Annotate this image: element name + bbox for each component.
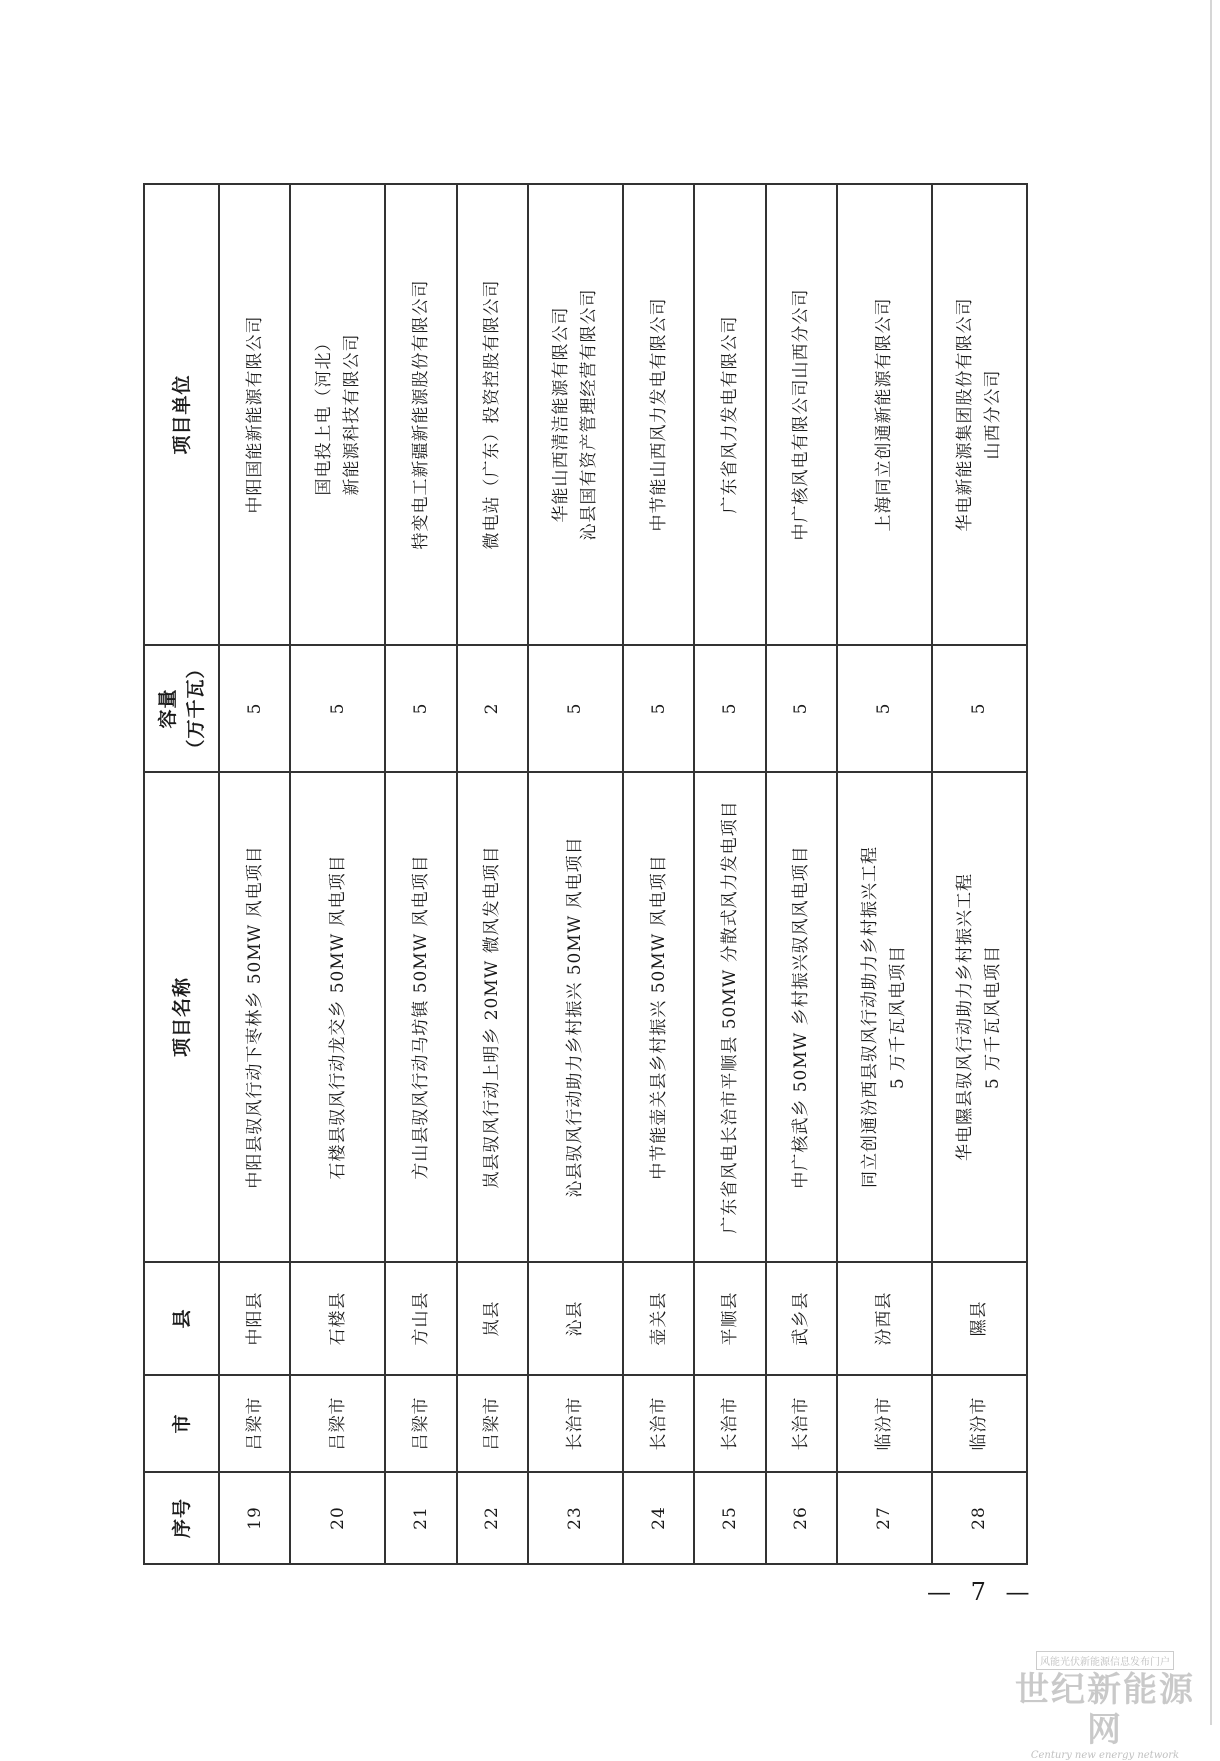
cell-city: 吕梁市 <box>457 1375 528 1472</box>
cell-county: 汾西县 <box>837 1262 932 1375</box>
cell-unit-line: 特变电工新疆新能源股份有限公司 <box>410 279 431 550</box>
cell-capacity: 5 <box>694 645 765 772</box>
cell-county: 壶关县 <box>623 1262 694 1375</box>
cell-no: 24 <box>623 1472 694 1564</box>
cell-name <box>837 772 932 1262</box>
table-row <box>385 184 456 1564</box>
cell-name-line: 中阳县驭风行动下枣林乡 50MW 风电项目 <box>244 845 265 1189</box>
table-row <box>219 184 290 1564</box>
cell-unit <box>528 184 623 645</box>
cell-city: 临汾市 <box>837 1375 932 1472</box>
cell-name <box>385 772 456 1262</box>
table-row <box>932 184 1027 1564</box>
cell-name-line: 5 万千瓦风电项目 <box>983 944 1004 1090</box>
cell-name-line: 石楼县驭风行动龙交乡 50MW 风电项目 <box>327 854 348 1180</box>
cell-city: 吕梁市 <box>219 1375 290 1472</box>
cell-county: 武乡县 <box>766 1262 837 1375</box>
watermark <box>1000 1650 1210 1761</box>
cell-county: 隰县 <box>932 1262 1027 1375</box>
watermark-english: Century new energy network <box>1030 1750 1180 1761</box>
cell-name-line: 华电隰县驭风行动助力乡村振兴工程 <box>955 873 976 1161</box>
cell-capacity: 5 <box>219 645 290 772</box>
cell-unit <box>457 184 528 645</box>
cell-unit <box>290 184 385 645</box>
cell-name-line: 中广核武乡 50MW 乡村振兴驭风风电项目 <box>791 845 812 1189</box>
cell-unit-line: 山西分公司 <box>983 369 1004 460</box>
cell-unit-line: 微电站（广东）投资控股有限公司 <box>482 279 503 550</box>
cell-name-line: 中节能壶关县乡村振兴 50MW 风电项目 <box>648 854 669 1180</box>
cell-city: 吕梁市 <box>290 1375 385 1472</box>
cell-unit <box>385 184 456 645</box>
cell-name-line: 广东省风电长治市平顺县 50MW 分散式风力发电项目 <box>719 800 740 1234</box>
cell-name <box>457 772 528 1262</box>
header-capacity <box>144 645 219 772</box>
cell-no: 20 <box>290 1472 385 1564</box>
cell-no: 22 <box>457 1472 528 1564</box>
cell-city: 长治市 <box>528 1375 623 1472</box>
cell-capacity: 5 <box>528 645 623 772</box>
cell-no: 28 <box>932 1472 1027 1564</box>
rotated-table-container <box>143 185 1028 1565</box>
cell-name-line: 岚县驭风行动上明乡 20MW 微风发电项目 <box>482 845 503 1189</box>
cell-unit-line: 华电新能源集团股份有限公司 <box>955 297 976 532</box>
table-row <box>837 184 932 1564</box>
cell-county: 方山县 <box>385 1262 456 1375</box>
cell-capacity: 5 <box>837 645 932 772</box>
cell-city: 吕梁市 <box>385 1375 456 1472</box>
cell-city: 长治市 <box>694 1375 765 1472</box>
cell-city: 长治市 <box>766 1375 837 1472</box>
header-row <box>144 184 219 1564</box>
watermark-tagline: 风能光伏新能源信息发布门户 <box>1036 1651 1174 1670</box>
cell-name <box>932 772 1027 1262</box>
cell-county: 中阳县 <box>219 1262 290 1375</box>
project-table <box>143 183 1028 1565</box>
cell-unit-line: 中节能山西风力发电有限公司 <box>648 297 669 532</box>
cell-unit-line: 沁县国有资产管理经营有限公司 <box>579 288 600 541</box>
table-row <box>766 184 837 1564</box>
cell-capacity: 2 <box>457 645 528 772</box>
cell-no: 19 <box>219 1472 290 1564</box>
table-row <box>457 184 528 1564</box>
cell-unit <box>694 184 765 645</box>
header-city: 市 <box>144 1375 219 1472</box>
cell-no: 26 <box>766 1472 837 1564</box>
cell-city: 临汾市 <box>932 1375 1027 1472</box>
cell-name <box>290 772 385 1262</box>
cell-unit-line: 中阳国能新能源有限公司 <box>244 315 265 514</box>
cell-name-line: 5 万千瓦风电项目 <box>888 944 909 1090</box>
cell-name-line: 方山县驭风行动马坊镇 50MW 风电项目 <box>410 854 431 1180</box>
cell-name-line: 沁县驭风行动助力乡村振兴 50MW 风电项目 <box>565 836 586 1198</box>
header-county: 县 <box>144 1262 219 1375</box>
cell-unit <box>219 184 290 645</box>
cell-name <box>528 772 623 1262</box>
cell-name <box>694 772 765 1262</box>
table-row <box>290 184 385 1564</box>
cell-no: 25 <box>694 1472 765 1564</box>
cell-name <box>766 772 837 1262</box>
header-unit: 项目单位 <box>144 184 219 645</box>
cell-capacity: 5 <box>385 645 456 772</box>
cell-capacity: 5 <box>766 645 837 772</box>
header-no: 序号 <box>144 1472 219 1564</box>
header-capacity-line1: 容量 <box>156 688 179 729</box>
cell-county: 沁县 <box>528 1262 623 1375</box>
cell-capacity: 5 <box>932 645 1027 772</box>
cell-unit <box>837 184 932 645</box>
watermark-logo-text: 世纪新能源网 <box>1015 1670 1195 1750</box>
cell-name <box>623 772 694 1262</box>
cell-no: 27 <box>837 1472 932 1564</box>
cell-name <box>219 772 290 1262</box>
cell-city: 长治市 <box>623 1375 694 1472</box>
cell-unit <box>623 184 694 645</box>
header-capacity-line2: （万千瓦） <box>184 658 207 759</box>
table-row <box>623 184 694 1564</box>
cell-no: 23 <box>528 1472 623 1564</box>
table-row <box>694 184 765 1564</box>
cell-unit-line: 国电投上电（河北） <box>313 333 334 496</box>
scan-edge <box>1210 0 1212 1725</box>
cell-unit-line: 上海同立创通新能源有限公司 <box>874 297 895 532</box>
cell-capacity: 5 <box>623 645 694 772</box>
cell-county: 平顺县 <box>694 1262 765 1375</box>
table-body <box>219 184 1027 1564</box>
cell-unit-line: 华能山西清洁能源有限公司 <box>551 306 572 523</box>
cell-unit <box>932 184 1027 645</box>
cell-no: 21 <box>385 1472 456 1564</box>
cell-county: 石楼县 <box>290 1262 385 1375</box>
cell-name-line: 同立创通汾西县驭风行动助力乡村振兴工程 <box>860 846 881 1188</box>
cell-unit-line: 新能源科技有限公司 <box>341 333 362 496</box>
cell-unit-line: 广东省风力发电有限公司 <box>719 315 740 514</box>
cell-unit <box>766 184 837 645</box>
page-number: — 7 — <box>927 1578 1036 1606</box>
cell-unit-line: 中广核风电有限公司山西分公司 <box>791 288 812 541</box>
cell-capacity: 5 <box>290 645 385 772</box>
cell-county: 岚县 <box>457 1262 528 1375</box>
header-name: 项目名称 <box>144 772 219 1262</box>
table-row <box>528 184 623 1564</box>
